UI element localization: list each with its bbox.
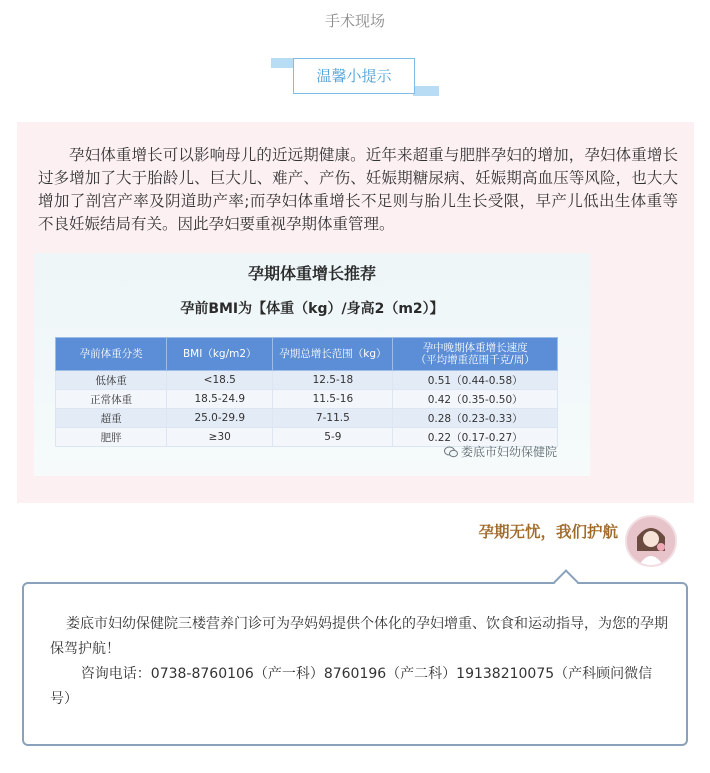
table-cell: 0.51（0.44-0.58） — [393, 371, 558, 390]
table-row — [56, 371, 558, 390]
table-cell: 12.5-18 — [273, 371, 393, 390]
watermark-text: 娄底市妇幼保健院 — [461, 445, 558, 459]
table-cell: 0.42（0.35-0.50） — [393, 390, 558, 409]
wechat-icon — [444, 446, 458, 458]
notice-line: 娄底市妇幼保健院三楼营养门诊可为孕妈妈提供个体化的孕妇增重、饮食和运动指导，为您的孕期保驾护航！ — [50, 616, 668, 657]
notice-text — [50, 612, 672, 712]
table-cell: 0.22（0.17-0.27） — [393, 428, 558, 447]
section-title: 手术现场 — [324, 12, 385, 30]
header-total-gain: 孕期总增长范围（kg） — [273, 338, 393, 371]
weight-gain-table-image — [34, 253, 590, 476]
table-subtitle: 孕前BMI为【体重（kg）/身高2（m2）】 — [180, 301, 444, 317]
tip-decoration — [413, 86, 439, 96]
table-cell: 25.0-29.9 — [167, 409, 273, 428]
table-cell: <18.5 — [167, 371, 273, 390]
tip-banner — [271, 58, 439, 96]
table-cell: 7-11.5 — [273, 409, 393, 428]
table-cell: 肥胖 — [56, 428, 167, 447]
tip-label: 温馨小提示 — [293, 58, 415, 94]
notice-phone: 咨询电话：0738-8760106（产一科）8760196（产二科）19138210075（产科顾问微信号） — [50, 666, 653, 707]
watermark — [444, 443, 557, 460]
table-header-row — [56, 338, 558, 371]
table-title: 孕期体重增长推荐 — [247, 264, 376, 283]
intro-paragraph: 孕妇体重增长可以影响母儿的近远期健康。近年来超重与肥胖孕妇的增加，孕妇体重增长过多增加了大于胎龄儿、巨大儿、难产、产伤、妊娠期糖尿病、妊娠期高血压等风险，也大大增加了剖宫产率及阴道助产率;而孕妇体重增长不足则与胎儿生长受限，早产儿低出生体重等不良妊娠结局有关。因此孕妇要重视孕期体重管理。 — [38, 146, 678, 233]
table-cell: 正常体重 — [56, 390, 167, 409]
table-cell: 5-9 — [273, 428, 393, 447]
table-cell: 低体重 — [56, 371, 167, 390]
avatar-illustration-icon — [627, 517, 675, 565]
table-cell: 超重 — [56, 409, 167, 428]
table-cell: 0.28（0.23-0.33） — [393, 409, 558, 428]
table-row — [56, 390, 558, 409]
bmi-table — [55, 337, 558, 447]
table-cell: ≥30 — [167, 428, 273, 447]
table-row — [56, 409, 558, 428]
avatar — [625, 515, 677, 567]
table-cell: 11.5-16 — [273, 390, 393, 409]
header-bmi: BMI（kg/m2） — [167, 338, 273, 371]
slogan: 孕期无忧，我们护航 — [478, 523, 618, 541]
header-gain-rate: 孕中晚期体重增长速度 （平均增重范围千克/周） — [393, 338, 558, 371]
table-cell: 18.5-24.9 — [167, 390, 273, 409]
header-category: 孕前体重分类 — [56, 338, 167, 371]
